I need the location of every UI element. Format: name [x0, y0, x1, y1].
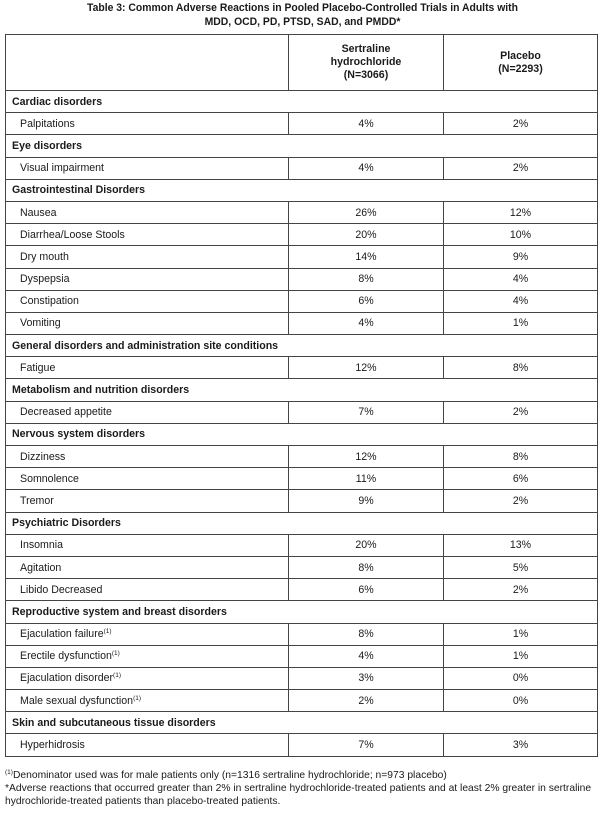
sertraline-value: 12%	[289, 446, 444, 468]
reaction-name: Insomnia	[20, 539, 63, 552]
category-row	[6, 712, 598, 734]
table-row	[6, 446, 598, 468]
placebo-value: 5%	[444, 556, 598, 578]
header-placebo-line-2: (N=2293)	[498, 62, 543, 75]
category-label: Reproductive system and breast disorders	[6, 601, 598, 623]
footnote-marker: (1)	[113, 672, 121, 680]
reaction-name: Tremor	[20, 494, 54, 507]
sertraline-value: 7%	[289, 734, 444, 756]
footnote-marker: (1)	[133, 694, 142, 702]
sertraline-value: 6%	[289, 290, 444, 312]
reaction-name-cell	[6, 446, 289, 468]
sertraline-value: 8%	[289, 268, 444, 290]
table-row	[6, 556, 598, 578]
table-row	[6, 401, 598, 423]
placebo-value: 13%	[444, 534, 598, 556]
reaction-name: Agitation	[20, 561, 62, 574]
placebo-value: 0%	[444, 667, 598, 689]
category-row	[6, 601, 598, 623]
table-body	[6, 91, 598, 757]
header-sertraline-line-2: hydrochloride	[330, 56, 402, 68]
footnote-asterisk-line-2: hydrochloride-treated patients than placebo-treated patients.	[5, 796, 281, 807]
reaction-name: Dyspepsia	[20, 273, 70, 286]
placebo-value: 10%	[444, 224, 598, 246]
placebo-value: 8%	[444, 357, 598, 379]
footnote-marker: (1)	[111, 650, 120, 658]
reaction-name-cell	[6, 312, 289, 334]
reaction-name: Dry mouth	[20, 250, 69, 263]
reaction-name-cell	[6, 468, 289, 490]
reaction-name-cell	[6, 490, 289, 512]
footnote-asterisk-line-1: *Adverse reactions that occurred greater than 2% in sertraline hydrochloride-treated patients and at least 2% greater in sertraline	[5, 783, 592, 794]
header-placebo-line-1: Placebo	[500, 49, 541, 62]
table-row	[6, 667, 598, 689]
category-row	[6, 512, 598, 534]
reaction-name: Erectile dysfunction	[20, 650, 112, 663]
placebo-value: 3%	[444, 734, 598, 756]
table-row	[6, 201, 598, 223]
table-row	[6, 357, 598, 379]
reaction-name: Diarrhea/Loose Stools	[20, 228, 125, 241]
category-row	[6, 423, 598, 445]
category-row	[6, 379, 598, 401]
sertraline-value: 9%	[289, 490, 444, 512]
footnote-marker: (1)	[103, 628, 112, 636]
placebo-value: 4%	[444, 290, 598, 312]
table-title-line-2: MDD, OCD, PD, PTSD, SAD, and PMDD*	[204, 15, 401, 28]
category-label: General disorders and administration site conditions	[6, 335, 598, 357]
reaction-name-cell	[6, 113, 289, 135]
table-row	[6, 290, 598, 312]
table-title	[24, 2, 581, 29]
reaction-name: Vomiting	[20, 317, 61, 330]
category-label: Gastrointestinal Disorders	[6, 179, 598, 201]
header-blank-cell	[6, 35, 289, 91]
sertraline-value: 4%	[289, 312, 444, 334]
placebo-value: 9%	[444, 246, 598, 268]
reaction-name-cell	[6, 401, 289, 423]
placebo-value: 2%	[444, 579, 598, 601]
table-row	[6, 645, 598, 667]
category-row	[6, 179, 598, 201]
category-label: Metabolism and nutrition disorders	[6, 379, 598, 401]
table-row	[6, 224, 598, 246]
reaction-name: Palpitations	[20, 117, 75, 130]
table-row	[6, 268, 598, 290]
placebo-value: 1%	[444, 623, 598, 645]
sertraline-value: 2%	[289, 690, 444, 712]
placebo-value: 2%	[444, 401, 598, 423]
sertraline-value: 8%	[289, 556, 444, 578]
category-row	[6, 91, 598, 113]
header-sertraline-line-3: (N=3066)	[343, 69, 389, 81]
placebo-value: 2%	[444, 490, 598, 512]
table-header-row	[6, 35, 598, 91]
sertraline-value: 26%	[289, 201, 444, 223]
reaction-name-cell	[6, 157, 289, 179]
placebo-value: 0%	[444, 690, 598, 712]
reaction-name: Constipation	[20, 295, 79, 308]
category-label: Nervous system disorders	[6, 423, 598, 445]
category-label: Cardiac disorders	[6, 91, 598, 113]
footnote-marker: (1)	[5, 769, 13, 776]
table-row	[6, 113, 598, 135]
sertraline-value: 14%	[289, 246, 444, 268]
reaction-name-cell	[6, 201, 289, 223]
placebo-value: 6%	[444, 468, 598, 490]
sertraline-value: 7%	[289, 401, 444, 423]
footnotes	[5, 766, 603, 808]
reaction-name-cell	[6, 290, 289, 312]
category-row	[6, 135, 598, 157]
category-label: Psychiatric Disorders	[6, 512, 598, 534]
placebo-value: 2%	[444, 157, 598, 179]
sertraline-value: 3%	[289, 667, 444, 689]
reaction-name-cell	[6, 224, 289, 246]
placebo-value: 1%	[444, 312, 598, 334]
reaction-name: Dizziness	[20, 450, 66, 463]
category-label: Eye disorders	[6, 135, 598, 157]
category-row	[6, 335, 598, 357]
footnote-denominator	[5, 766, 603, 782]
header-placebo	[444, 35, 598, 91]
reaction-name-cell	[6, 579, 289, 601]
reaction-name-cell	[6, 556, 289, 578]
table-row	[6, 157, 598, 179]
reaction-name-cell	[6, 534, 289, 556]
placebo-value: 1%	[444, 645, 598, 667]
reaction-name-cell	[6, 734, 289, 756]
placebo-value: 2%	[444, 113, 598, 135]
reaction-name: Hyperhidrosis	[20, 739, 85, 752]
table-row	[6, 734, 598, 756]
footnote-denominator-text: Denominator used was for male patients only (n=1316 sertraline hydrochloride; n=973 placebo)	[12, 770, 447, 781]
table-row	[6, 579, 598, 601]
sertraline-value: 4%	[289, 113, 444, 135]
sertraline-value: 4%	[289, 645, 444, 667]
table-row	[6, 623, 598, 645]
sertraline-value: 8%	[289, 623, 444, 645]
sertraline-value: 6%	[289, 579, 444, 601]
sertraline-value: 20%	[289, 224, 444, 246]
table-row	[6, 690, 598, 712]
reaction-name-cell	[6, 246, 289, 268]
table-row	[6, 312, 598, 334]
reaction-name: Libido Decreased	[20, 583, 103, 596]
reaction-name-cell	[6, 623, 289, 645]
reaction-name-cell	[6, 357, 289, 379]
reaction-name: Ejaculation failure	[20, 628, 104, 641]
reaction-name-cell	[6, 667, 289, 689]
reaction-name: Decreased appetite	[20, 406, 112, 419]
reaction-name: Fatigue	[20, 361, 56, 374]
placebo-value: 8%	[444, 446, 598, 468]
category-label: Skin and subcutaneous tissue disorders	[6, 712, 598, 734]
reaction-name: Visual impairment	[20, 162, 104, 175]
sertraline-value: 11%	[289, 468, 444, 490]
adverse-reactions-table	[5, 34, 598, 757]
placebo-value: 12%	[444, 201, 598, 223]
reaction-name-cell	[6, 690, 289, 712]
reaction-name: Ejaculation disorder	[20, 672, 114, 685]
header-sertraline	[289, 35, 444, 91]
table-row	[6, 490, 598, 512]
table-row	[6, 246, 598, 268]
sertraline-value: 20%	[289, 534, 444, 556]
reaction-name: Somnolence	[20, 472, 79, 485]
sertraline-value: 4%	[289, 157, 444, 179]
sertraline-value: 12%	[289, 357, 444, 379]
table-row	[6, 534, 598, 556]
header-sertraline-line-1: Sertraline	[341, 43, 391, 55]
placebo-value: 4%	[444, 268, 598, 290]
table-title-line-1: Table 3: Common Adverse Reactions in Pooled Placebo-Controlled Trials in Adults with	[86, 2, 518, 14]
reaction-name: Male sexual dysfunction	[20, 694, 134, 707]
reaction-name-cell	[6, 268, 289, 290]
reaction-name-cell	[6, 645, 289, 667]
reaction-name: Nausea	[20, 206, 57, 219]
table-row	[6, 468, 598, 490]
